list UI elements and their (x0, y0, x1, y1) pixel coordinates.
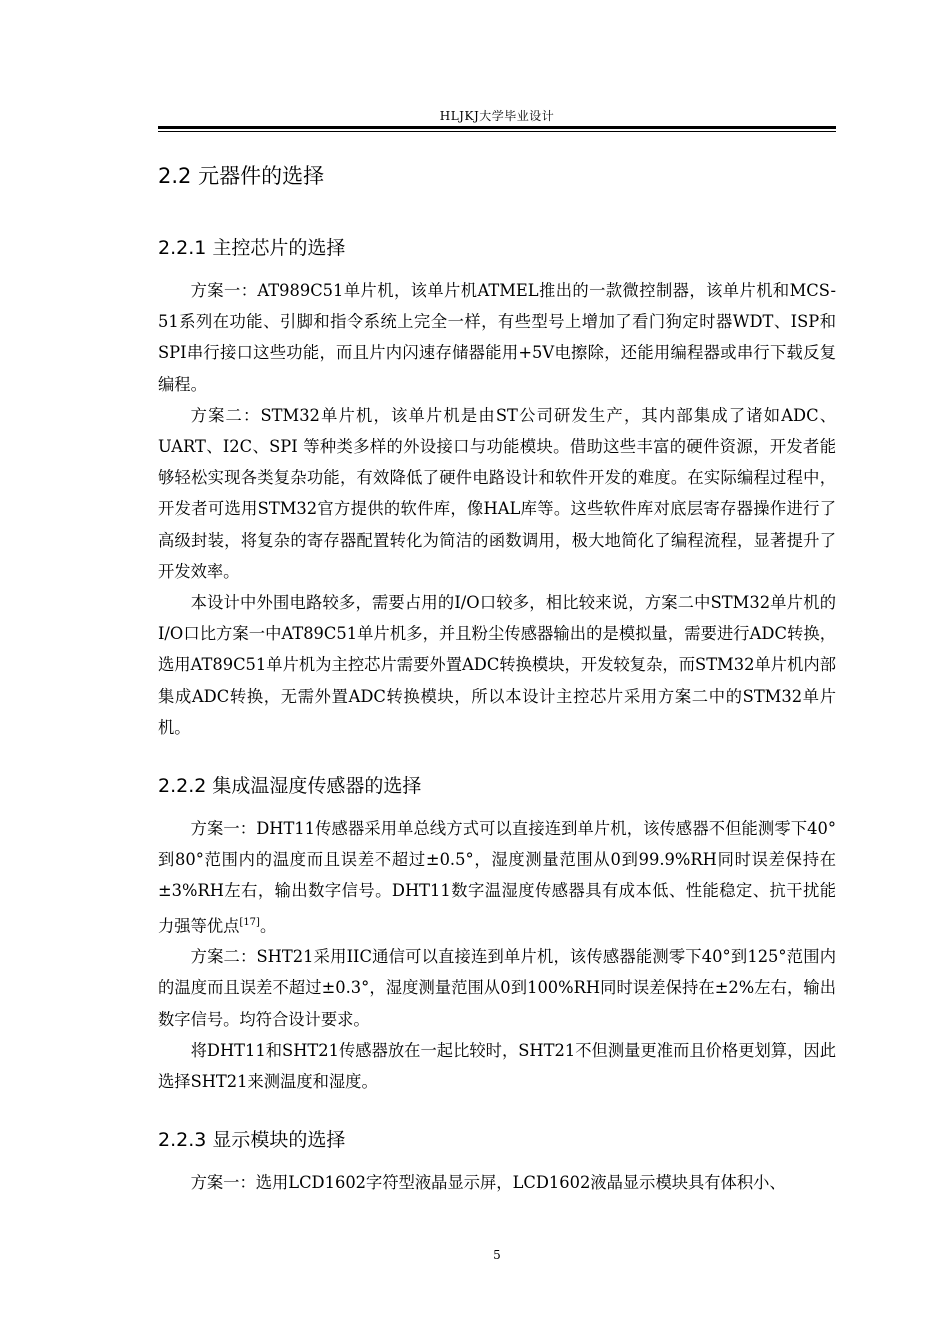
section-heading: 2.2 元器件的选择 (158, 164, 325, 188)
page-number: 5 (493, 1248, 501, 1262)
paragraph-scheme-one-at89c51: 方案一：AT989C51单片机，该单片机ATMEL推出的一款微控制器，该单片机和MCS-51系列在功能、引脚和指令系统上完全一样，有些型号上增加了看门狗定时器WDT、ISP和SPI串行接口这些功能，而且片内闪速存储器能用+5V电擦除，还能用编程器或串行下载反复编程。 (158, 281, 836, 394)
dht11-text-end: 。 (259, 916, 277, 936)
header-rule-thick (158, 126, 836, 129)
paragraph-chip-conclusion: 本设计中外围电路较多，需要占用的I/O口较多，相比较来说，方案二中STM32单片机的I/O口比方案一中AT89C51单片机多，并且粉尘传感器输出的是模拟量，需要进行ADC转换，选用AT89C51单片机为主控芯片需要外置ADC转换模块，开发较复杂，而STM32单片机内部集成ADC转换，无需外置ADC转换模块，所以本设计主控芯片采用方案二中的STM32单片机。 (158, 593, 836, 737)
paragraph-scheme-one-lcd1602: 方案一：选用LCD1602字符型液晶显示屏，LCD1602液晶显示模块具有体积小、 (190, 1173, 786, 1193)
page-body (158, 160, 836, 1199)
header-rule-thin (158, 131, 836, 132)
citation-ref: [17] (239, 916, 260, 928)
dht11-text: 方案一：DHT11传感器采用单总线方式可以直接连到单片机，该传感器不但能测零下40°到80°范围内的温度而且误差不超过±0.5°，湿度测量范围从0到99.9%RH同时误差保持在±3%RH左右，输出数字信号。DHT11数字温湿度传感器具有成本低、性能稳定、抗干扰能力强等优点 (158, 819, 836, 936)
running-header: HLJKJ大学毕业设计 (439, 109, 555, 123)
subsection-heading-display: 2.2.3 显示模块的选择 (158, 1129, 346, 1152)
paragraph-scheme-two-sht21: 方案二：SHT21采用IIC通信可以直接连到单片机，该传感器能测零下40°到125°范围内的温度而且误差不超过±0.3°，湿度测量范围从0到100%RH同时误差保持在±2%左右，输出数字信号。均符合设计要求。 (158, 947, 836, 1029)
paragraph-scheme-one-dht11 (158, 813, 836, 941)
paragraph-sensor-conclusion: 将DHT11和SHT21传感器放在一起比较时，SHT21不但测量更准而且价格更划算，因此选择SHT21来测温度和湿度。 (158, 1040, 836, 1092)
paragraph-scheme-two-stm32: 方案二：STM32单片机，该单片机是由ST公司研发生产，其内部集成了诸如ADC、UART、I2C、SPI 等种类多样的外设接口与功能模块。借助这些丰富的硬件资源，开发者能够轻松实现各类复杂功能，有效降低了硬件电路设计和软件开发的难度。在实际编程过程中，开发者可选用STM32官方提供的软件库，像HAL库等。这些软件库对底层寄存器操作进行了高级封装，将复杂的寄存器配置转化为简洁的函数调用，极大地简化了编程流程，显著提升了开发效率。 (158, 405, 836, 581)
subsection-heading-main-chip: 2.2.1 主控芯片的选择 (158, 237, 346, 259)
subsection-heading-temp-humidity: 2.2.2 集成温湿度传感器的选择 (158, 775, 422, 798)
